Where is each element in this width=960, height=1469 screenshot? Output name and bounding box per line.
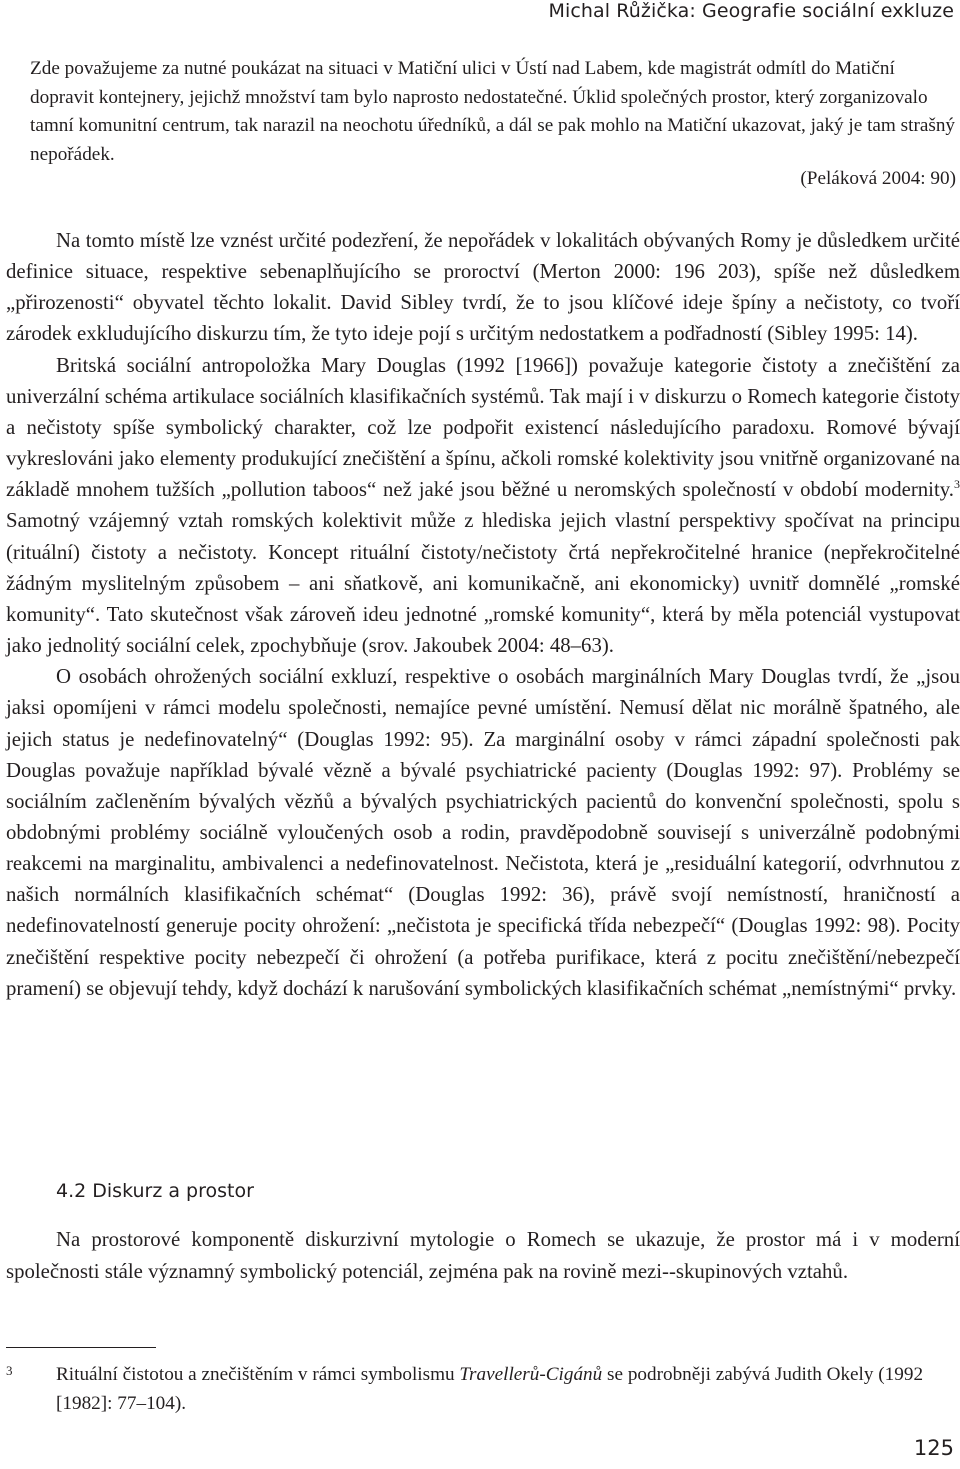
quote-citation: (Peláková 2004: 90): [800, 168, 956, 189]
paragraph-2: [6, 350, 960, 662]
paragraph-1: Na tomto místě lze vznést určité podezření, že nepořádek v lokalitách obývaných Romy je důsledkem určité definice situace, respektive sebenaplňujícího se proroctví (Merton 2000: 196 203), spíše než důsledkem „přirozenosti“ obyvatel těchto lokalit. David Sibley tvrdí, že to jsou klíčové ideje špíny a nečistoty, co tvoří zárodek exkludujícího diskurzu tím, že tyto ideje pojí s určitým nedostatkem a podřadností (Sibley 1995: 14).: [6, 229, 960, 346]
footnote-italic-term: Travellerů-Cigánů: [459, 1364, 603, 1385]
footnote-number: 3: [6, 1363, 13, 1378]
footnote-text-part-2: se podrobněji zabývá Judith Okely (1992 [1982]: 77–104).: [56, 1364, 924, 1414]
section-body: [6, 1224, 960, 1287]
paragraph-3: O osobách ohrožených sociální exkluzí, respektive o osobách marginálních Mary Douglas tvrdí, že „jsou jaksi opomíjeni v rámci modelu společnosti, nemajíce pevné umístění. Nemusí dělat nic morálně špatného, ale jejich status je nedefinovatelný“ (Douglas 1992: 95). Za marginální osoby v rámci západní společnosti pak Douglas považuje například bývalé vězně a bývalé psychiatrické pacienty (Douglas 1992: 97). Problémy se sociálním začleněním bývalých vězňů a bývalých psychiatrických pacientů do konvenční společnosti, spolu s obdobnými problémy sociálně vyloučených osob a rodin, pravděpodobně souvisejí s univerzálně podobnými reakcemi na marginalitu, ambivalenci a nedefinovatelnost. Nečistota, která je „residuální kategorií, odvrhnutou z našich normálních klasifikačních schémat“ (Douglas 1992: 36), právě svojí nemístností, hraničností a nedefinovatelností generuje pocity ohrožení: „nečistota je specifická třída nebezpečí“ (Douglas 1992: 98). Pocity znečištění respektive pocity nebezpečí či ohrožení (a potřeba purifikace, která z pocitu znečištění/nebezpečí pramení) se objevují tehdy, když dochází k narušování symbolických klasifikačních schémat „nemístnými“ prvky.: [6, 665, 960, 1000]
page-number: 125: [913, 1436, 954, 1460]
section-heading: 4.2 Diskurz a prostor: [56, 1180, 254, 1202]
footnote-text-part-1: Rituální čistotou a znečištěním v rámci symbolismu: [56, 1364, 460, 1385]
paragraph-2-part-2: Samotný vzájemný vztah romských kolektivit může z hlediska jejich vlastní perspektivy spočívat na principu (rituální) čistoty a nečistoty. Koncept rituální čistoty/nečistoty črtá nepřekročitelné hranice (nepřekročitelné žádným myslitelným způsobem – ani sňatkově, ani komunikačně, ani ekonomicky) uvnitř domnělé „romské komunity“. Tato skutečnost však zároveň ideu jednotné „romské komunity“, která by měla potenciál vystupovat jako jednolitý sociální celek, zpochybňuje (srov. Jakoubek 2004: 48–63).: [6, 509, 960, 658]
running-header: Michal Růžička: Geografie sociální exkluze: [548, 0, 954, 22]
paragraph-2-part-1: Britská sociální antropoložka Mary Douglas (1992 [1966]) považuje kategorie čistoty a znečištění za univerzální schéma artikulace sociálních klasifikačních systémů. Tak mají i v diskurzu o Romech kategorie čistoty a nečistoty spíše symbolický charakter, což lze podpořit existencí následujícího paradoxu. Romové bývají vykreslováni jako elementy produkující znečištění a špínu, ačkoli romské kolektivity jsou vnitřně organizované na základě mnohem tužších „pollution taboos“ než jaké jsou běžné u neromských společností v období modernity.: [6, 353, 960, 502]
block-quote: [30, 55, 960, 169]
section-paragraph-1: Na prostorové komponentě diskurzivní mytologie o Romech se ukazuje, že prostor má i v moderní společnosti stále významný symbolický potenciál, zejména pak na rovině mezi--skupinových vztahů.: [6, 1228, 960, 1283]
body-text: [6, 225, 960, 1004]
quote-text: Zde považujeme za nutné poukázat na situaci v Matiční ulici v Ústí nad Labem, kde magistrát odmítl do Matiční dopravit kontejnery, jejichž množství tam bylo naprosto nedostatečné. Úklid společných prostor, který zorganizovalo tamní komunitní centrum, tak narazil na neochotu úředníků, a dál se pak mohlo na Matiční ukazovat, jaký je tam strašný nepořádek.: [30, 58, 956, 165]
footnote-divider: [6, 1347, 156, 1348]
footnote: [6, 1360, 960, 1418]
footnote-text: [56, 1360, 960, 1418]
footnote-reference[interactable]: 3: [954, 477, 960, 492]
